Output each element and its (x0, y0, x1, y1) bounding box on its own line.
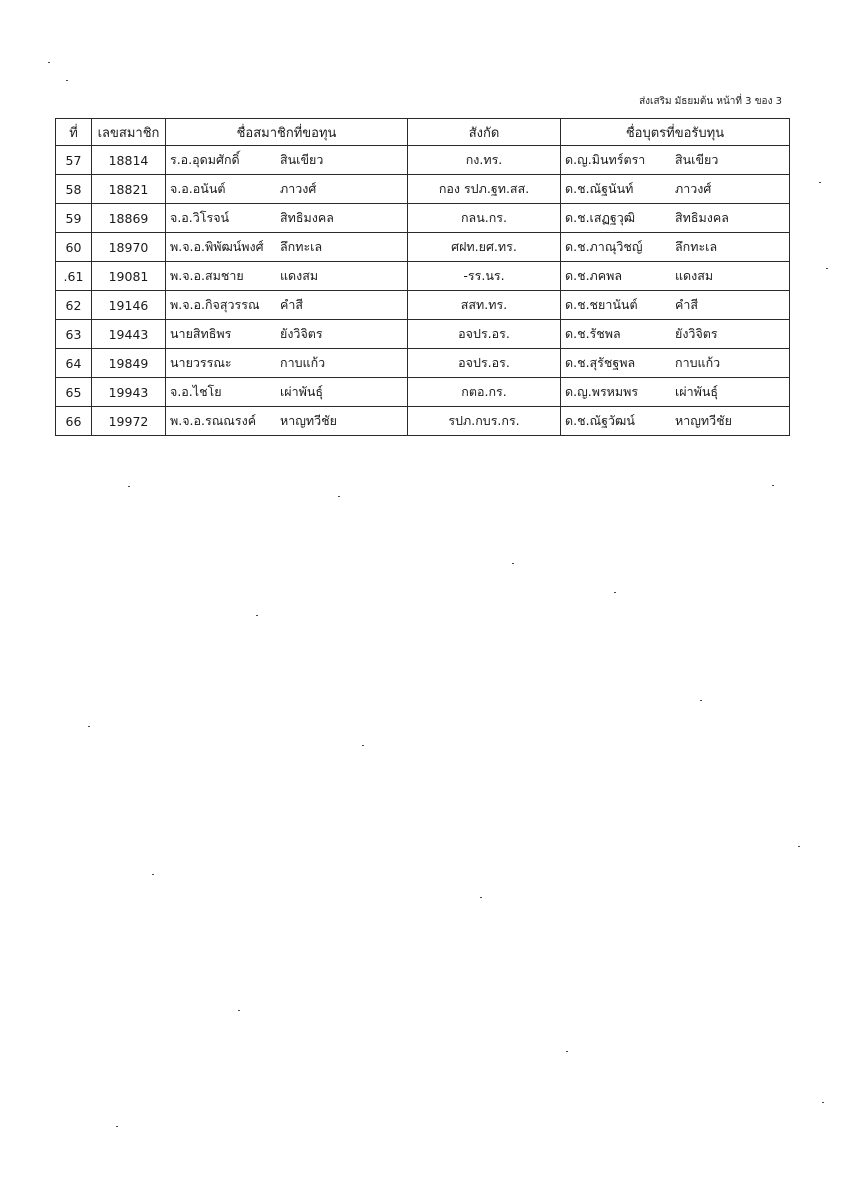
child-first-name: ด.ญ.พรหมพร (565, 384, 639, 399)
child-name (561, 146, 790, 175)
table-row (56, 233, 790, 262)
child-first-name: ด.ช.ภคพล (565, 268, 623, 283)
child-last-name: คำสี (675, 297, 699, 312)
member-id: 18869 (92, 204, 166, 233)
table-row (56, 204, 790, 233)
member-name (166, 204, 408, 233)
child-name (561, 262, 790, 291)
member-id: 18814 (92, 146, 166, 175)
unit: กตอ.กร. (408, 378, 561, 407)
child-last-name: กาบแก้ว (675, 355, 721, 370)
member-last-name: ภาวงศ์ (280, 181, 317, 196)
unit: อจปร.อร. (408, 349, 561, 378)
unit: สสท.ทร. (408, 291, 561, 320)
row-number: 58 (56, 175, 92, 204)
child-name (561, 291, 790, 320)
member-first-name: จ.อ.ไชโย (170, 384, 222, 399)
col-header-member-name: ชื่อสมาชิกที่ขอทุน (166, 119, 408, 146)
col-header-member-id: เลขสมาชิก (92, 119, 166, 146)
table-row (56, 349, 790, 378)
member-last-name: สินเขียว (280, 152, 324, 167)
table-body (56, 146, 790, 436)
child-last-name: สินเขียว (675, 152, 719, 167)
col-header-unit: สังกัด (408, 119, 561, 146)
member-id: 19972 (92, 407, 166, 436)
row-number: 66 (56, 407, 92, 436)
child-last-name: สิทธิมงคล (675, 210, 729, 225)
child-name (561, 320, 790, 349)
member-first-name: จ.อ.อนันต์ (170, 181, 226, 196)
member-id: 18821 (92, 175, 166, 204)
unit: กอง รปภ.ฐท.สส. (408, 175, 561, 204)
col-header-child-name: ชื่อบุตรที่ขอรับทุน (561, 119, 790, 146)
member-first-name: จ.อ.วิโรจน์ (170, 210, 230, 225)
page-number-note: ส่งเสริม มัธยมต้น หน้าที่ 3 ของ 3 (639, 96, 782, 107)
member-first-name: พ.จ.อ.พิพัฒน์พงศ์ (170, 239, 264, 254)
member-name (166, 262, 408, 291)
member-last-name: เผ่าพันธุ์ (280, 384, 324, 399)
member-name (166, 349, 408, 378)
member-first-name: ร.อ.อุดมศักดิ์ (170, 152, 240, 167)
row-number: 57 (56, 146, 92, 175)
member-name (166, 175, 408, 204)
member-id: 19943 (92, 378, 166, 407)
child-last-name: หาญทวีชัย (675, 413, 732, 428)
row-number: 63 (56, 320, 92, 349)
unit: กง.ทร. (408, 146, 561, 175)
row-number: .61 (56, 262, 92, 291)
col-header-no: ที่ (56, 119, 92, 146)
member-first-name: นายวรรณะ (170, 355, 232, 370)
member-last-name: แดงสม (280, 268, 319, 283)
member-last-name: หาญทวีชัย (280, 413, 337, 428)
table-header-row (56, 119, 790, 146)
member-id: 19081 (92, 262, 166, 291)
member-name (166, 320, 408, 349)
table-row (56, 407, 790, 436)
table-row (56, 320, 790, 349)
member-first-name: พ.จ.อ.รณณรงค์ (170, 413, 257, 428)
scholarship-members-table (55, 118, 790, 436)
child-name (561, 175, 790, 204)
member-name (166, 291, 408, 320)
table-row (56, 146, 790, 175)
member-first-name: พ.จ.อ.สมชาย (170, 268, 244, 283)
unit: ศฝท.ยศ.ทร. (408, 233, 561, 262)
unit: อจปร.อร. (408, 320, 561, 349)
child-last-name: ภาวงศ์ (675, 181, 712, 196)
table-row (56, 291, 790, 320)
row-number: 59 (56, 204, 92, 233)
member-name (166, 407, 408, 436)
child-first-name: ด.ช.ณัฐวัฒน์ (565, 413, 635, 428)
child-first-name: ด.ช.สุรัชฐพล (565, 355, 636, 370)
child-last-name: เผ่าพันธุ์ (675, 384, 719, 399)
child-first-name: ด.ช.ชยานันต์ (565, 297, 638, 312)
member-id: 19443 (92, 320, 166, 349)
unit: รปภ.กบร.กร. (408, 407, 561, 436)
child-last-name: ยังวิจิตร (675, 326, 718, 341)
member-id: 18970 (92, 233, 166, 262)
member-name (166, 146, 408, 175)
child-name (561, 349, 790, 378)
member-first-name: นายสิทธิพร (170, 326, 232, 341)
child-first-name: ด.ช.ภาณุวิชญ์ (565, 239, 643, 254)
child-name (561, 407, 790, 436)
child-name (561, 233, 790, 262)
member-last-name: ลึกทะเล (280, 239, 323, 254)
member-name (166, 233, 408, 262)
row-number: 65 (56, 378, 92, 407)
child-first-name: ด.ช.เสฏฐวุฒิ (565, 210, 636, 225)
child-first-name: ด.ญ.มินทร์ตรา (565, 152, 646, 167)
member-id: 19849 (92, 349, 166, 378)
table-row (56, 262, 790, 291)
member-last-name: คำสี (280, 297, 304, 312)
table-row (56, 378, 790, 407)
row-number: 60 (56, 233, 92, 262)
unit: กลน.กร. (408, 204, 561, 233)
child-name (561, 378, 790, 407)
member-id: 19146 (92, 291, 166, 320)
member-last-name: ยังวิจิตร (280, 326, 323, 341)
table-row (56, 175, 790, 204)
member-first-name: พ.จ.อ.กิจสุวรรณ (170, 297, 260, 312)
child-first-name: ด.ช.ณัฐนันท์ (565, 181, 634, 196)
unit: -รร.นร. (408, 262, 561, 291)
child-first-name: ด.ช.รัชพล (565, 326, 621, 341)
row-number: 64 (56, 349, 92, 378)
child-name (561, 204, 790, 233)
member-name (166, 378, 408, 407)
row-number: 62 (56, 291, 92, 320)
member-last-name: สิทธิมงคล (280, 210, 334, 225)
child-last-name: แดงสม (675, 268, 714, 283)
member-last-name: กาบแก้ว (280, 355, 326, 370)
child-last-name: ลึกทะเล (675, 239, 718, 254)
